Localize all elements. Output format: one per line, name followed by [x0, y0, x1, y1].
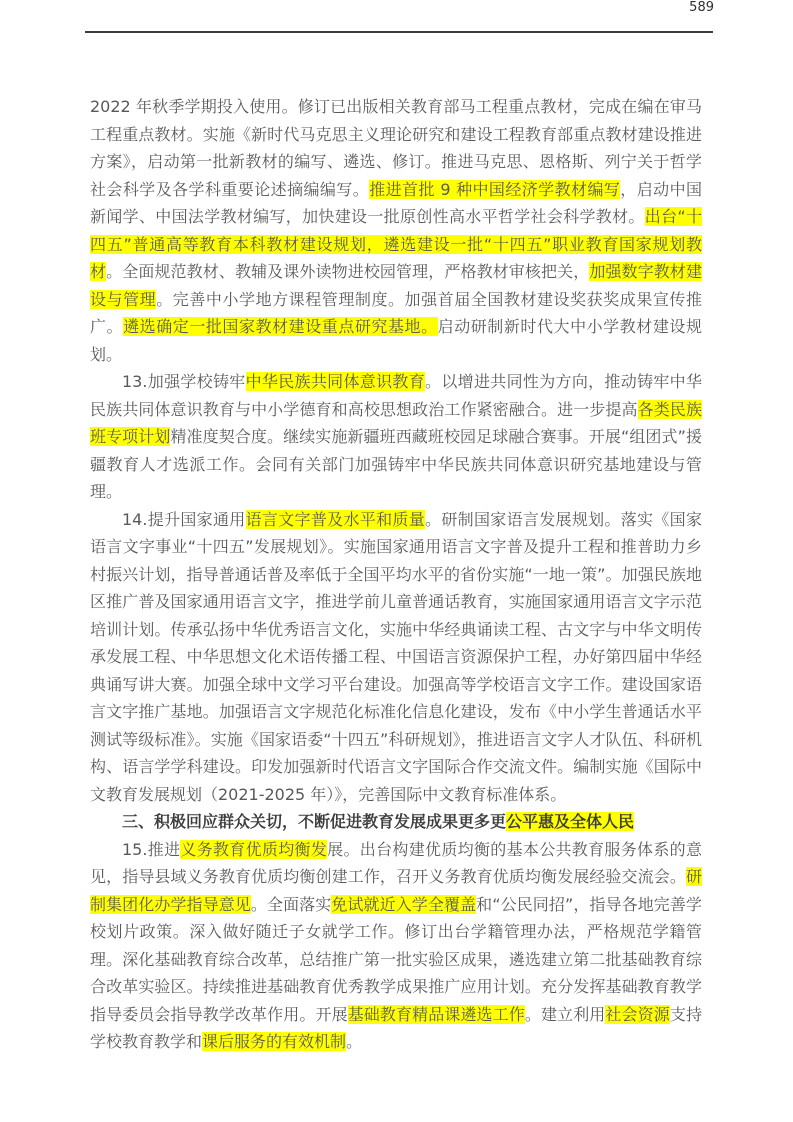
text-run: 展。出台构建优质均衡的基本公共教育服务体系的意见，指导县域义务教育优质均衡创建工作，召开义务教育优质均衡发展经验交流会。 — [90, 839, 702, 886]
text-run: 和“公民同招”，指导各地完善学校划片政策。深入做好随迁子女就学工作。修订出台学籍管理办法，严格规范学籍管理。深化基础教育综合改革，总结推广第一批实验区成果，遴选建立第二批基础教育综合改革实验区。持续推进基础教育优秀教学成果推广应用计划。充分发挥基础教育教学指导委员会指导教学改革作用。开展 — [90, 894, 702, 1024]
paragraph-15 — [90, 836, 702, 1056]
text-run: 2022 年秋季学期投入使用。修订已出版相关教育部马工程重点教材，完成在编在审马工程重点教材。实施《新时代马克思主义理论研究和建设工程教育部重点教材建设推进方案》，启动第一批新教材的编写、遴选、修订。推进马克思、恩格斯、列宁关于哲学社会科学及各学科重要论述摘编编写。 — [90, 97, 702, 199]
text-run: 。全面规范教材、教辅及课外读物进校园管理，严格教材审核把关， — [106, 262, 590, 281]
paragraph-13 — [90, 368, 702, 506]
highlighted-text: 出台“十四五”普通高等教育本科教材建设规划，遴选建设一批“十四五”职业教育国家规划教材 — [90, 207, 702, 281]
text-run: 启动研制新时代大中小学教材建设规划。 — [90, 317, 702, 364]
text-run: 支持学校教育教学和 — [90, 1004, 702, 1051]
text-run: 。以增进共同性为方向，推动铸牢中华民族共同体意识教育与中小学德育和高校思想政治工作紧密融合。进一步提高 — [90, 372, 702, 419]
text-run: 。全面落实 — [250, 894, 332, 914]
section-heading-3 — [90, 808, 702, 836]
text-run: 15.推进 — [122, 839, 181, 859]
page-number: 589 — [689, 0, 714, 15]
highlighted-text: 遴选确定一批国家教材建设重点研究基地。 — [123, 317, 438, 336]
highlighted-text: 义务教育优质均衡发 — [180, 839, 328, 859]
paragraph-continuation — [90, 93, 702, 368]
paragraph-14 — [90, 506, 702, 809]
highlighted-text: 研制集团化办学指导意见 — [90, 867, 702, 914]
text-run: 。建立利用 — [524, 1004, 606, 1024]
highlighted-text: 基础教育精品课遴选工作 — [347, 1004, 525, 1024]
text-run: 。研制国家语言发展规划。落实《国家语言文字事业“十四五”发展规划》。实施国家通用语言文字普及提升工程和推普助力乡村振兴计划，指导普通话普及率低于全国平均水平的省份实施“一地一策”。加强民族地区推广普及国家通用语言文字，推进学前儿童普通话教育，实施国家通用语言文字示范培训计划。传承弘扬中华优秀语言文化，实施中华经典诵读工程、古文字与中华文明传承发展工程、中华思想文化术语传播工程、中国语言资源保护工程，办好第四届中华经典诵写讲大赛。加强全球中文学习平台建设。加强高等学校语言文字工作。建设国家语言文字推广基地。加强语言文字规范化标准化信息化建设，发布《中小学生普通话水平测试等级标准》。实施《国家语委“十四五”科研规划》，推进语言文字人才队伍、科研机构、语言学学科建设。印发加强新时代语言文字国际合作交流文件。编制实施《国际中文教育发展规划（2021-2025 年）》，完善国际中文教育标准体系。 — [90, 509, 702, 804]
text-run: 13.加强学校铸牢 — [122, 372, 246, 391]
highlighted-text: 推进首批 9 种中国经济学教材编写 — [369, 179, 621, 199]
document-body — [90, 93, 702, 1056]
highlighted-text: 中华民族共同体意识教育 — [245, 372, 426, 391]
highlighted-text: 公平惠及全体人民 — [506, 812, 635, 831]
text-run: 。完善中小学地方课程管理制度。加强首届全国教材建设奖获奖成果宣传推广。 — [90, 289, 702, 336]
highlighted-text: 语言文字普及水平和质量 — [245, 509, 426, 529]
text-run: 14.提升国家通用 — [122, 509, 246, 529]
header-rule — [85, 31, 713, 33]
text-run: 三、积极回应群众关切，不断促进教育发展成果更多更 — [122, 812, 507, 831]
highlighted-text: 课后服务的有效机制 — [202, 1032, 347, 1051]
text-run: 。 — [346, 1032, 363, 1051]
text-run: 精准度契合度。继续实施新疆班西藏班校园足球融合赛事。开展“组团式”援疆教育人才选派工作。会同有关部门加强铸牢中华民族共同体意识研究基地建设与管理。 — [90, 427, 702, 501]
highlighted-text: 社会资源 — [605, 1004, 670, 1024]
highlighted-text: 各类民族班专项计划 — [90, 399, 702, 446]
text-run: ，启动中国新闻学、中国法学教材编写，加快建设一批原创性高水平哲学社会科学教材。 — [90, 179, 702, 226]
highlighted-text: 免试就近入学全覆盖 — [331, 894, 477, 914]
highlighted-text: 加强数字教材建设与管理 — [90, 262, 702, 309]
